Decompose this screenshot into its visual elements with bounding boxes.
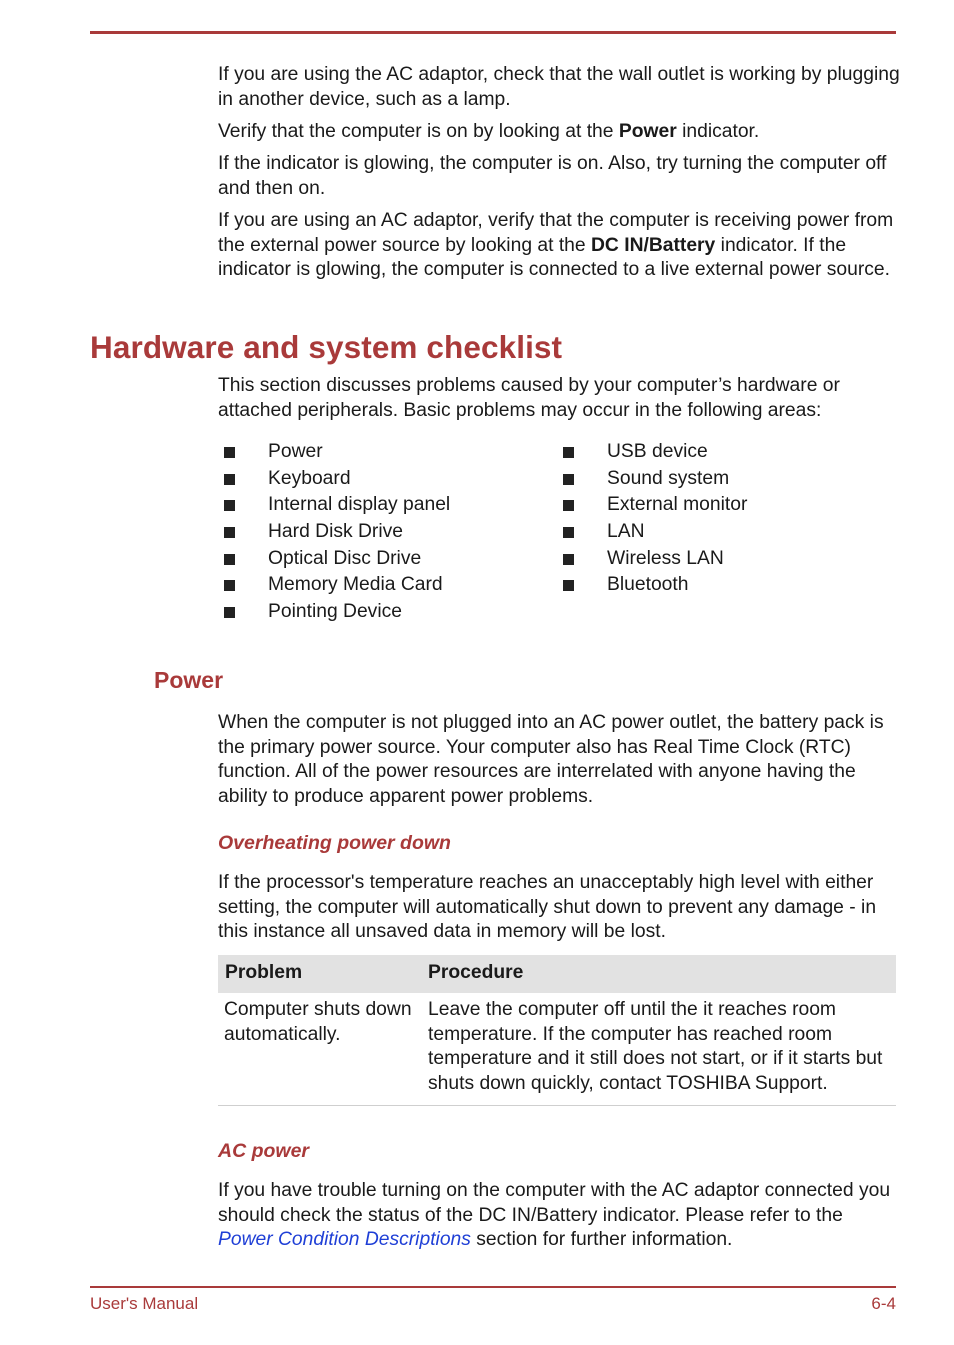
bullet-square-icon xyxy=(563,527,574,538)
table-cell-problem: Computer shuts down automatically. xyxy=(224,999,412,1045)
ac-power-paragraph: If you have trouble turning on the computer with the AC adaptor connected you should check the status of the DC IN/Battery indicator. Please refer to the Power Condition Descriptions section for further information. xyxy=(218,1180,891,1250)
problem-procedure-table xyxy=(218,955,896,1106)
bullet-square-icon xyxy=(563,500,574,511)
bullet-square-icon xyxy=(563,447,574,458)
bullet-square-icon xyxy=(224,580,235,591)
power-condition-link[interactable]: Power Condition Descriptions xyxy=(218,1229,471,1250)
dc-in-battery-term: DC IN/Battery xyxy=(591,234,716,256)
ac-power-heading: AC power xyxy=(218,1140,310,1162)
intro-paragraph-2: Verify that the computer is on by looking at the Power indicator. xyxy=(218,121,760,142)
bullet-square-icon xyxy=(224,607,235,618)
footer-rule xyxy=(90,1286,896,1288)
power-indicator-term: Power xyxy=(618,121,677,142)
table-header-procedure: Procedure xyxy=(428,962,524,983)
bullet-square-icon xyxy=(563,580,574,591)
page-number: 6-4 xyxy=(871,1294,896,1313)
overheating-heading: Overheating power down xyxy=(218,832,451,854)
bullet-square-icon xyxy=(563,474,574,485)
overheating-paragraph: If the processor's temperature reaches an unacceptably high level with either setting, the computer will automatically shut down to prevent any damage - in this instance all unsaved data in memory will be lost. xyxy=(218,872,877,942)
header-rule xyxy=(90,31,896,34)
section-intro: This section discusses problems caused by your computer’s hardware or attached peripherals. Basic problems may occur in the following areas: xyxy=(218,375,840,421)
bullet-square-icon xyxy=(563,554,574,565)
bullet-square-icon xyxy=(224,474,235,485)
bullet-square-icon xyxy=(224,447,235,458)
intro-paragraph-3: If the indicator is glowing, the computer is on. Also, try turning the computer off and then on. xyxy=(218,153,887,199)
intro-paragraph-4: If you are using an AC adaptor, verify that the computer is receiving power from the external power source by looking at the DC IN/Battery indicator. If the indicator is glowing, the computer is connected to a live external power source. xyxy=(218,210,894,280)
power-heading: Power xyxy=(154,667,224,693)
bullet-square-icon xyxy=(224,554,235,565)
intro-paragraph-1: If you are using the AC adaptor, check that the wall outlet is working by plugging in another device, such as a lamp. xyxy=(218,64,900,110)
table-header-problem: Problem xyxy=(225,962,303,983)
bullet-square-icon xyxy=(224,500,235,511)
table-cell-procedure: Leave the computer off until the it reaches room temperature. If the computer has reached room temperature and it still does not start, or if it starts but shuts down quickly, contact TOSHIBA Support. xyxy=(428,999,883,1094)
section-title: Hardware and system checklist xyxy=(90,329,563,365)
footer-manual-title: User's Manual xyxy=(90,1294,199,1313)
bullet-square-icon xyxy=(224,527,235,538)
table-header-row xyxy=(218,955,896,993)
power-paragraph: When the computer is not plugged into an AC power outlet, the battery pack is the primary power source. Your computer also has Real Time Clock (RTC) function. All of the power resources are interrelated with anyone having the ability to produce apparent power problems. xyxy=(218,712,884,807)
table-row xyxy=(218,993,896,1106)
